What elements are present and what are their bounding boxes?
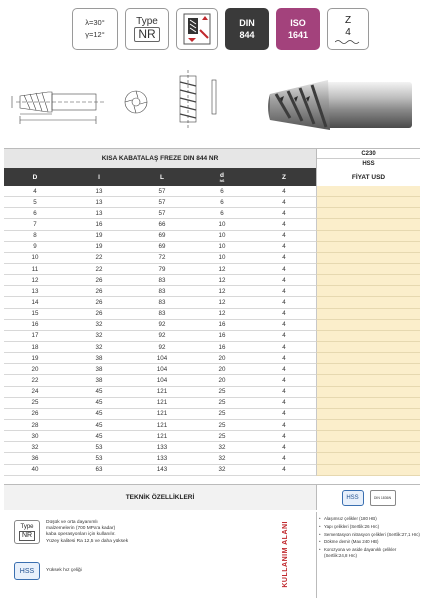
cell-shank-diameter: 6 <box>192 208 252 219</box>
cell-total-length: 143 <box>132 465 192 476</box>
cell-total-length: 121 <box>132 420 192 431</box>
cell-flute-count: 4 <box>252 219 316 230</box>
cell-cutting-length: 53 <box>66 453 132 464</box>
cell-total-length: 83 <box>132 275 192 286</box>
cell-shank-diameter: 25 <box>192 431 252 442</box>
cell-total-length: 69 <box>132 242 192 253</box>
table-row <box>4 242 420 253</box>
price-cell[interactable] <box>316 465 420 476</box>
cell-diameter: 8 <box>4 231 66 242</box>
tech-badges <box>316 484 420 510</box>
cell-flute-count: 4 <box>252 375 316 386</box>
cell-flute-count: 4 <box>252 353 316 364</box>
price-cell[interactable] <box>316 409 420 420</box>
cell-flute-count: 4 <box>252 242 316 253</box>
cell-diameter: 14 <box>4 297 66 308</box>
cell-total-length: 83 <box>132 297 192 308</box>
end-mill-photo <box>268 80 412 130</box>
cell-flute-count: 4 <box>252 465 316 476</box>
cell-total-length: 92 <box>132 331 192 342</box>
cell-shank-diameter: 32 <box>192 453 252 464</box>
cell-diameter: 25 <box>4 398 66 409</box>
price-cell[interactable] <box>316 242 420 253</box>
table-row <box>4 231 420 242</box>
iso-number: 1641 <box>287 30 309 40</box>
price-cell[interactable] <box>316 420 420 431</box>
cell-cutting-length: 45 <box>66 409 132 420</box>
cell-cutting-length: 19 <box>66 231 132 242</box>
table-body <box>4 186 420 476</box>
cell-shank-diameter: 12 <box>192 297 252 308</box>
product-code: C230 <box>361 150 376 157</box>
cell-cutting-length: 13 <box>66 208 132 219</box>
cell-cutting-length: 32 <box>66 342 132 353</box>
cell-total-length: 104 <box>132 353 192 364</box>
table-row <box>4 442 420 453</box>
cell-cutting-length: 38 <box>66 364 132 375</box>
price-cell[interactable] <box>316 431 420 442</box>
price-cell[interactable] <box>316 186 420 197</box>
hss-badge: HSS <box>342 490 364 506</box>
cell-diameter: 24 <box>4 387 66 398</box>
cell-cutting-length: 63 <box>66 465 132 476</box>
cell-total-length: 69 <box>132 231 192 242</box>
hss-description: Yüksek hız çeliği <box>46 567 82 573</box>
cell-shank-diameter: 12 <box>192 309 252 320</box>
cell-diameter: 22 <box>4 375 66 386</box>
cell-cutting-length: 13 <box>66 197 132 208</box>
table-row <box>4 297 420 308</box>
shank-diameter-symbol: d <box>220 171 224 179</box>
table-row <box>4 331 420 342</box>
cell-diameter: 15 <box>4 309 66 320</box>
tool-drawing <box>8 68 416 146</box>
price-cell[interactable] <box>316 364 420 375</box>
flute-count-badge <box>327 8 369 50</box>
price-cell[interactable] <box>316 219 420 230</box>
usage-item: • Yapı çelikleri (Sertlik:26 Hrc) <box>319 524 420 530</box>
type-badge <box>125 8 169 50</box>
din-number: 844 <box>239 30 255 40</box>
cross-section-drawing <box>180 70 216 130</box>
type-nr-icon: Type NR <box>14 520 40 544</box>
price-cell[interactable] <box>316 286 420 297</box>
header-cutting-length: l <box>98 173 100 181</box>
cell-diameter: 11 <box>4 264 66 275</box>
cell-cutting-length: 26 <box>66 309 132 320</box>
table-row <box>4 409 420 420</box>
cell-shank-diameter: 25 <box>192 398 252 409</box>
column-headers <box>4 168 316 186</box>
material-label: HSS <box>317 158 420 168</box>
cell-shank-diameter: 32 <box>192 442 252 453</box>
cell-cutting-length: 38 <box>66 375 132 386</box>
usage-area-label: KULLANIM ALANI <box>281 520 289 588</box>
price-cell[interactable] <box>316 342 420 353</box>
tech-features <box>4 512 254 596</box>
cell-diameter: 30 <box>4 431 66 442</box>
usage-item: • Korozyona ve aside dayanıklı çelikler (Sertlik:24,8 Hrc) <box>319 547 420 559</box>
iso-badge <box>276 8 320 50</box>
cell-flute-count: 4 <box>252 197 316 208</box>
price-cell[interactable] <box>316 275 420 286</box>
cell-diameter: 19 <box>4 353 66 364</box>
cell-flute-count: 4 <box>252 331 316 342</box>
cell-shank-diameter: 20 <box>192 364 252 375</box>
cell-diameter: 17 <box>4 331 66 342</box>
cell-total-length: 92 <box>132 342 192 353</box>
cell-diameter: 4 <box>4 186 66 197</box>
type-code: NR <box>134 27 159 42</box>
cell-cutting-length: 32 <box>66 331 132 342</box>
price-cell[interactable] <box>316 297 420 308</box>
gamma-angle: γ=12° <box>85 30 105 39</box>
usage-item: • Dökme demir (Max 240 HB) <box>319 539 420 545</box>
cell-cutting-length: 45 <box>66 431 132 442</box>
spec-badges <box>72 8 369 50</box>
cell-total-length: 57 <box>132 208 192 219</box>
price-cell[interactable] <box>316 331 420 342</box>
table-row <box>4 253 420 264</box>
cell-diameter: 32 <box>4 442 66 453</box>
price-cell[interactable] <box>316 387 420 398</box>
cell-total-length: 121 <box>132 398 192 409</box>
cell-cutting-length: 32 <box>66 320 132 331</box>
cell-cutting-length: 13 <box>66 186 132 197</box>
wave-icon <box>335 39 361 44</box>
cell-cutting-length: 22 <box>66 253 132 264</box>
cell-flute-count: 4 <box>252 320 316 331</box>
table-row <box>4 309 420 320</box>
cell-shank-diameter: 10 <box>192 242 252 253</box>
cell-diameter: 18 <box>4 342 66 353</box>
cell-diameter: 12 <box>4 275 66 286</box>
table-row <box>4 275 420 286</box>
cell-flute-count: 4 <box>252 186 316 197</box>
cell-flute-count: 4 <box>252 442 316 453</box>
cell-total-length: 92 <box>132 320 192 331</box>
cell-cutting-length: 45 <box>66 398 132 409</box>
cell-total-length: 72 <box>132 253 192 264</box>
table-row <box>4 453 420 464</box>
z-value: 4 <box>345 26 351 38</box>
cell-shank-diameter: 32 <box>192 465 252 476</box>
cell-total-length: 133 <box>132 453 192 464</box>
shank-tolerance: h6 <box>219 177 225 183</box>
cell-cutting-length: 45 <box>66 420 132 431</box>
cell-shank-diameter: 20 <box>192 375 252 386</box>
cell-flute-count: 4 <box>252 342 316 353</box>
table-row <box>4 186 420 197</box>
table-row <box>4 342 420 353</box>
table-row <box>4 286 420 297</box>
cell-diameter: 5 <box>4 197 66 208</box>
cell-total-length: 79 <box>132 264 192 275</box>
price-cell[interactable] <box>316 353 420 364</box>
cell-cutting-length: 26 <box>66 286 132 297</box>
cell-shank-diameter: 10 <box>192 231 252 242</box>
cell-total-length: 133 <box>132 442 192 453</box>
table-row <box>4 353 420 364</box>
cell-shank-diameter: 25 <box>192 409 252 420</box>
table-row <box>4 398 420 409</box>
cell-flute-count: 4 <box>252 231 316 242</box>
price-cell[interactable] <box>316 309 420 320</box>
side-view-drawing <box>12 92 104 124</box>
rotation-direction-icon <box>176 8 218 50</box>
cell-cutting-length: 38 <box>66 353 132 364</box>
cell-diameter: 13 <box>4 286 66 297</box>
cell-total-length: 66 <box>132 219 192 230</box>
cell-total-length: 57 <box>132 197 192 208</box>
cell-shank-diameter: 12 <box>192 264 252 275</box>
cell-cutting-length: 16 <box>66 219 132 230</box>
header-shank-diameter <box>192 168 252 186</box>
cell-flute-count: 4 <box>252 409 316 420</box>
cell-diameter: 9 <box>4 242 66 253</box>
table-row <box>4 364 420 375</box>
header-total-length: L <box>160 173 164 181</box>
cell-shank-diameter: 16 <box>192 320 252 331</box>
cell-cutting-length: 26 <box>66 275 132 286</box>
header-price: FİYAT USD <box>316 168 420 186</box>
cell-cutting-length: 53 <box>66 442 132 453</box>
price-cell[interactable] <box>316 442 420 453</box>
header-flute-count: Z <box>282 173 286 181</box>
cell-total-length: 104 <box>132 375 192 386</box>
iso-label: ISO <box>290 18 306 28</box>
cell-total-length: 121 <box>132 387 192 398</box>
din-badge <box>225 8 269 50</box>
cell-flute-count: 4 <box>252 286 316 297</box>
cell-diameter: 7 <box>4 219 66 230</box>
cell-flute-count: 4 <box>252 398 316 409</box>
cell-flute-count: 4 <box>252 453 316 464</box>
cell-shank-diameter: 16 <box>192 331 252 342</box>
cell-shank-diameter: 25 <box>192 420 252 431</box>
table-row <box>4 219 420 230</box>
helix-angle-badge <box>72 8 118 50</box>
cell-total-length: 121 <box>132 431 192 442</box>
cell-diameter: 16 <box>4 320 66 331</box>
type-nr-description: Düşük ve orta dayanımlı malzemelerin (700 MPa'a kadar) kaba operasyonları için kullanılır. Yüzey kalitesi Ra 12,5 ve daha yüksek <box>46 520 129 544</box>
price-cell[interactable] <box>316 375 420 386</box>
cell-cutting-length: 45 <box>66 387 132 398</box>
cell-shank-diameter: 12 <box>192 286 252 297</box>
table-row <box>4 197 420 208</box>
table-row <box>4 387 420 398</box>
price-cell[interactable] <box>316 398 420 409</box>
cell-flute-count: 4 <box>252 297 316 308</box>
price-cell[interactable] <box>316 453 420 464</box>
cell-diameter: 20 <box>4 364 66 375</box>
cell-flute-count: 4 <box>252 264 316 275</box>
cell-shank-diameter: 6 <box>192 186 252 197</box>
table-row <box>4 208 420 219</box>
tech-section-title: TEKNİK ÖZELLİKLERİ <box>4 484 316 510</box>
cell-flute-count: 4 <box>252 309 316 320</box>
cell-shank-diameter: 12 <box>192 275 252 286</box>
cell-diameter: 40 <box>4 465 66 476</box>
din-standard-badge: DIN 1836N <box>370 490 396 506</box>
type-word: Type <box>136 16 158 27</box>
table-title: KISA KABATALAŞ FREZE DIN 844 NR <box>4 148 316 168</box>
product-codes <box>316 148 420 168</box>
cell-flute-count: 4 <box>252 253 316 264</box>
cell-total-length: 83 <box>132 286 192 297</box>
cell-shank-diameter: 16 <box>192 342 252 353</box>
price-cell[interactable] <box>316 253 420 264</box>
table-row <box>4 375 420 386</box>
cell-flute-count: 4 <box>252 208 316 219</box>
cell-cutting-length: 19 <box>66 242 132 253</box>
cell-flute-count: 4 <box>252 431 316 442</box>
table-row <box>4 420 420 431</box>
cell-shank-diameter: 20 <box>192 353 252 364</box>
cell-shank-diameter: 25 <box>192 387 252 398</box>
cell-cutting-length: 26 <box>66 297 132 308</box>
cell-diameter: 36 <box>4 453 66 464</box>
price-cell[interactable] <box>316 264 420 275</box>
table-row <box>4 320 420 331</box>
feature-type-nr <box>14 520 176 545</box>
usage-list <box>316 512 420 598</box>
table-row <box>4 431 420 442</box>
cell-cutting-length: 22 <box>66 264 132 275</box>
product-table <box>4 148 420 476</box>
usage-item: • Alaşımsız çelikler (180 HB) <box>319 516 420 522</box>
cell-diameter: 26 <box>4 409 66 420</box>
end-view-drawing <box>125 91 147 113</box>
hss-icon: HSS <box>14 562 40 580</box>
cell-shank-diameter: 10 <box>192 253 252 264</box>
cell-total-length: 57 <box>132 186 192 197</box>
header-diameter: D <box>32 173 38 181</box>
cell-diameter: 6 <box>4 208 66 219</box>
cell-flute-count: 4 <box>252 387 316 398</box>
cell-shank-diameter: 6 <box>192 197 252 208</box>
price-cell[interactable] <box>316 197 420 208</box>
price-cell[interactable] <box>316 231 420 242</box>
table-row <box>4 465 420 476</box>
feature-hss <box>14 562 176 580</box>
price-cell[interactable] <box>316 208 420 219</box>
lambda-angle: λ=30° <box>85 18 105 27</box>
cell-flute-count: 4 <box>252 420 316 431</box>
cell-flute-count: 4 <box>252 364 316 375</box>
cell-flute-count: 4 <box>252 275 316 286</box>
table-row <box>4 264 420 275</box>
z-label: Z <box>344 14 352 26</box>
cell-diameter: 28 <box>4 420 66 431</box>
din-label: DIN <box>239 18 255 28</box>
cell-total-length: 121 <box>132 409 192 420</box>
cell-diameter: 10 <box>4 253 66 264</box>
cell-shank-diameter: 10 <box>192 219 252 230</box>
price-cell[interactable] <box>316 320 420 331</box>
usage-item: • Sementasyon nitrasyon çelikleri (Sertlik:27,1 Hrc) <box>319 532 420 538</box>
cell-total-length: 104 <box>132 364 192 375</box>
cell-total-length: 83 <box>132 309 192 320</box>
